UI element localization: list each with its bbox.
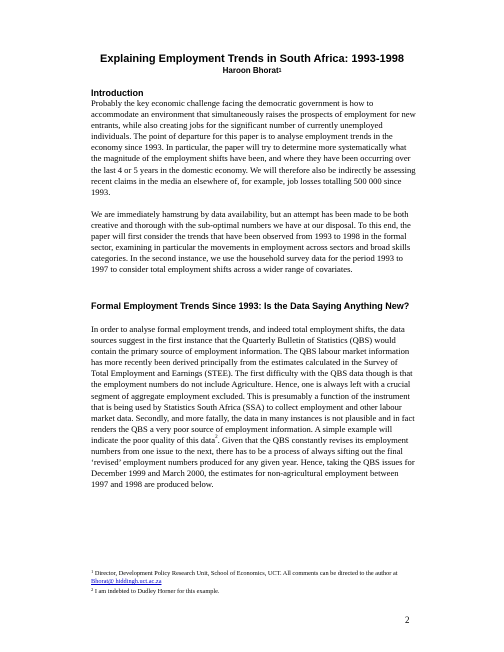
author-footnote-marker: 1 [278,68,282,74]
formal-paragraph-text-1: In order to analyse formal employment trends, and indeed total employment shifts, the data sources suggest in the first instance that the Quarterly Bulletin of Statistics (QBS) would contain the primary source of employment information. The QBS labour market information has more recently been derived principally from the estimates calculated in the Survey of Total Employment and Earnings (STEE). The first difficulty with the QBS data though is that the employment numbers do not include Agriculture. Hence, one is always left with a crucial segment of aggregate employment excluded. This is presumably a function of the instrument that is being used by Statistics South Africa (SSA) to collect employment and other labour market data. Secondly, and more fatally, the data in many instances is not plausible and in fact renders the QBS a very poor source of employment information. A simple example will indicate the poor quality of this data [91,324,415,445]
author-email-link[interactable]: Bhorat@ hiddingh.uct.ac.za [91,578,162,585]
document-title: Explaining Employment Trends in South Africa: 1993-1998 [99,53,404,65]
formal-paragraph-text-2: . Given that the QBS constantly revises its employment numbers from one issue to the next, there has to be a process of always sifting out the final ‘revised’ employment numbers produced for any given year. Hence, taking the QBS issues for December 1999 and March 2000, the estimates for non-agricultural employment between 1997 and 1998 are produced below. [91,434,415,490]
footnote-2-marker: 2 [215,434,218,440]
introduction-heading: Introduction [91,88,144,98]
formal-employment-heading: Formal Employment Trends Since 1993: Is the Data Saying Anything New? [91,301,410,311]
formal-employment-paragraph [91,324,416,490]
author-line [0,66,504,76]
introduction-paragraph-1: Probably the key economic challenge facing the democratic government is how to accommodate an environment that simultaneously raises the prospects of employment for new entrants, while also creating jobs for the significant number of currently unemployed individuals. The point of departure for this paper is to analyse employment trends in the economy since 1993. In particular, the paper will try to determine more systematically what the magnitude of the employment shifts have been, and where they have been occurring over the last 4 or 5 years in the domestic economy. We will therefore also be indirectly be assessing recent claims in the media an elsewhere of, for example, job losses totalling 500 000 since 1993. [91,98,416,197]
footnote-1 [91,570,421,586]
footnote-2 [91,588,421,596]
page-number: 2 [405,615,410,625]
introduction-paragraph-2: We are immediately hamstrung by data availability, but an attempt has been made to be both creative and thorough with the sub-optimal numbers we have at our disposal. To this end, the paper will first consider the trends that have been observed from 1993 to 1998 in the formal sector, examining in particular the movements in employment across sectors and broad skills categories. In the second instance, we use the household survey data for the period 1993 to 1997 to consider total employment shifts across a wider range of covariates. [91,209,411,275]
footnote-1-text: Director, Development Policy Research Unit, School of Economics, UCT. All comments can be directed to the author at [93,570,398,577]
footnote-1-number: 1 [91,569,94,574]
author-name: Haroon Bhorat [222,66,279,75]
footnote-2-number: 2 [91,587,94,592]
footnote-2-text: I am indebted to Dudley Horner for this example. [93,588,220,595]
